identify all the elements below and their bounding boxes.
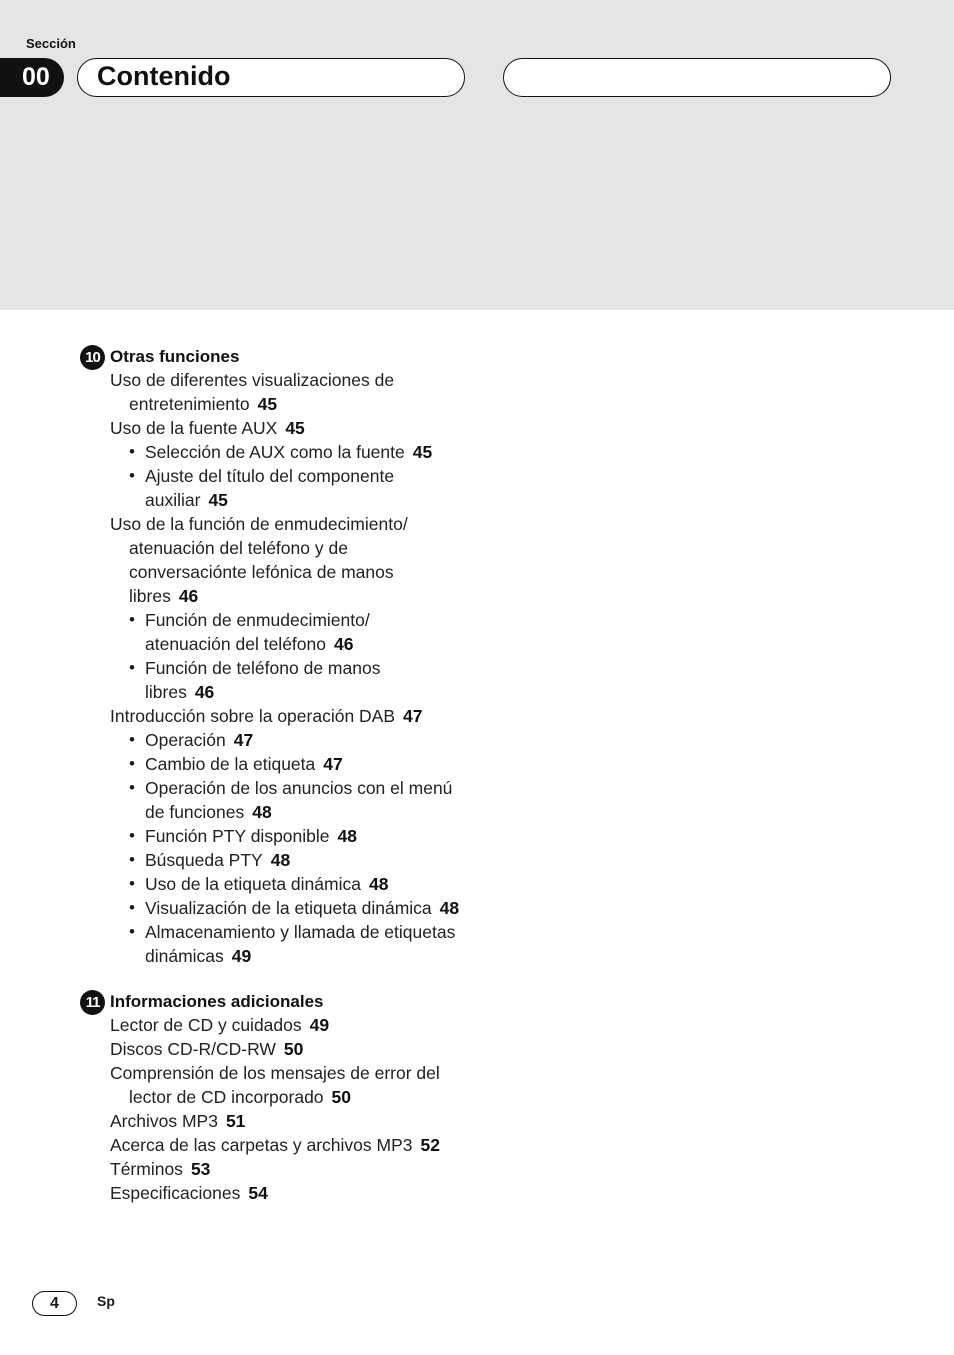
toc-entry-text: libres [129, 586, 171, 606]
toc-page-number: 51 [225, 1111, 246, 1131]
toc-entry[interactable] [145, 873, 388, 895]
toc-page-number: 50 [283, 1039, 304, 1059]
bullet-icon: • [129, 922, 135, 941]
toc-entry-text: Visualización de la etiqueta dinámica [145, 898, 432, 918]
toc-entry[interactable] [145, 489, 228, 511]
toc-entry-text: Ajuste del título del componente [145, 466, 395, 486]
empty-title-box [503, 58, 891, 97]
toc-page-number: 48 [270, 850, 291, 870]
toc-page-number: 48 [368, 874, 389, 894]
toc-page-number: 45 [208, 490, 228, 510]
toc-entry[interactable] [145, 681, 214, 703]
toc-page-number: 46 [178, 586, 199, 606]
toc-page-number: 48 [439, 898, 460, 918]
title-box [77, 58, 465, 97]
bullet-icon: • [129, 610, 135, 629]
section-number-badge: 00 [0, 58, 64, 97]
bullet-icon: • [129, 826, 135, 845]
toc-entry-text: Función de teléfono de manos [145, 658, 381, 678]
toc-entry[interactable] [129, 1086, 351, 1108]
toc-entry-text: Uso de la etiqueta dinámica [145, 874, 361, 894]
footer-language: Sp [97, 1293, 115, 1309]
toc-entry[interactable] [145, 441, 432, 463]
toc-entry-text: Discos CD-R/CD-RW [110, 1039, 276, 1059]
toc-entry-text: Operación de los anuncios con el menú [145, 778, 453, 798]
toc-entry-text: Uso de diferentes visualizaciones de [110, 370, 395, 390]
toc-entry[interactable] [110, 705, 423, 727]
toc-entry-text: entretenimiento [129, 394, 250, 414]
toc-entry-text: Función de enmudecimiento/ [145, 610, 370, 630]
bullet-icon: • [129, 442, 135, 461]
bullet-icon: • [129, 658, 135, 677]
header-band [0, 0, 954, 310]
toc-entry-text: Búsqueda PTY [145, 850, 263, 870]
toc-entry-text: atenuación del teléfono y de [129, 538, 348, 558]
toc-entry-text: Uso de la fuente AUX [110, 418, 278, 438]
toc-entry-text: Introducción sobre la operación DAB [110, 706, 396, 726]
toc-entry[interactable] [110, 513, 408, 535]
toc-entry[interactable] [145, 801, 272, 823]
section-number-icon: 11 [80, 990, 105, 1015]
toc-entry-text: Almacenamiento y llamada de etiquetas [145, 922, 456, 942]
toc-entry[interactable] [145, 945, 251, 967]
toc-entry[interactable] [110, 1038, 303, 1060]
toc-entry-text: Especificaciones [110, 1183, 241, 1203]
toc-entry[interactable] [129, 585, 198, 607]
section-number-icon: 10 [80, 345, 105, 370]
toc-entry-text: atenuación del teléfono [145, 634, 326, 654]
section-label: Sección [26, 36, 76, 51]
toc-entry-text: Selección de AUX como la fuente [145, 442, 405, 462]
toc-entry-text: Lector de CD y cuidados [110, 1015, 302, 1035]
toc-entry-text: Archivos MP3 [110, 1111, 218, 1131]
toc-entry-text: Función PTY disponible [145, 826, 330, 846]
toc-entry-text: lector de CD incorporado [129, 1087, 324, 1107]
toc-entry[interactable] [110, 369, 394, 391]
toc-page-number: 49 [309, 1015, 330, 1035]
section-title: Informaciones adicionales [110, 992, 324, 1011]
toc-page-number: 47 [323, 754, 343, 774]
toc-entry[interactable] [110, 1158, 210, 1180]
toc-page-number: 47 [403, 706, 423, 726]
toc-entry-text: libres [145, 682, 187, 702]
bullet-icon: • [129, 898, 135, 917]
toc-entry[interactable] [110, 1134, 440, 1156]
toc-page-number: 49 [231, 946, 252, 966]
toc-entry-text: dinámicas [145, 946, 224, 966]
toc-entry[interactable] [110, 417, 305, 439]
toc-entry[interactable] [145, 897, 459, 919]
toc-entry[interactable] [145, 657, 380, 679]
toc-entry[interactable] [145, 465, 394, 487]
toc-entry-text: Acerca de las carpetas y archivos MP3 [110, 1135, 413, 1155]
toc-entry[interactable] [110, 1014, 329, 1036]
bullet-icon: • [129, 850, 135, 869]
toc-entry-text: Cambio de la etiqueta [145, 754, 316, 774]
toc-entry-text: Términos [110, 1159, 183, 1179]
toc-entry-text: Comprensión de los mensajes de error del [110, 1063, 440, 1083]
toc-entry[interactable] [110, 1182, 268, 1204]
toc-entry[interactable] [145, 753, 343, 775]
toc-page-number: 48 [337, 826, 357, 846]
footer-page-number: 4 [32, 1291, 77, 1316]
toc-page-number: 53 [190, 1159, 211, 1179]
bullet-icon: • [129, 730, 135, 749]
toc-entry-text: conversaciónte lefónica de manos [129, 562, 394, 582]
toc-entry[interactable] [129, 561, 394, 583]
toc-entry[interactable] [129, 393, 277, 415]
toc-entry-text: Uso de la función de enmudecimiento/ [110, 514, 408, 534]
toc-page-number: 45 [285, 418, 305, 438]
toc-entry[interactable] [145, 633, 353, 655]
bullet-icon: • [129, 466, 135, 485]
toc-entry[interactable] [129, 537, 348, 559]
toc-page-number: 45 [412, 442, 433, 462]
toc-entry[interactable] [145, 849, 290, 871]
toc-entry[interactable] [145, 825, 357, 847]
toc-entry-text: Operación [145, 730, 226, 750]
toc-entry-text: de funciones [145, 802, 245, 822]
bullet-icon: • [129, 754, 135, 773]
toc-entry[interactable] [145, 729, 253, 751]
toc-page-number: 54 [248, 1183, 268, 1203]
toc-page-number: 47 [233, 730, 254, 750]
toc-page-number: 45 [257, 394, 278, 414]
bullet-icon: • [129, 778, 135, 797]
toc-entry[interactable] [145, 921, 455, 943]
toc-entry[interactable] [145, 609, 370, 631]
toc-entry-text: auxiliar [145, 490, 201, 510]
page-title: Contenido [97, 61, 231, 91]
toc-entry[interactable] [110, 1062, 440, 1084]
bullet-icon: • [129, 874, 135, 893]
toc-entry[interactable] [145, 777, 452, 799]
toc-page-number: 48 [252, 802, 272, 822]
toc-page-number: 50 [331, 1087, 352, 1107]
toc-page-number: 46 [194, 682, 215, 702]
section-title: Otras funciones [110, 347, 240, 366]
toc-entry[interactable] [110, 1110, 245, 1132]
toc-page-number: 46 [333, 634, 354, 654]
toc-page-number: 52 [420, 1135, 440, 1155]
